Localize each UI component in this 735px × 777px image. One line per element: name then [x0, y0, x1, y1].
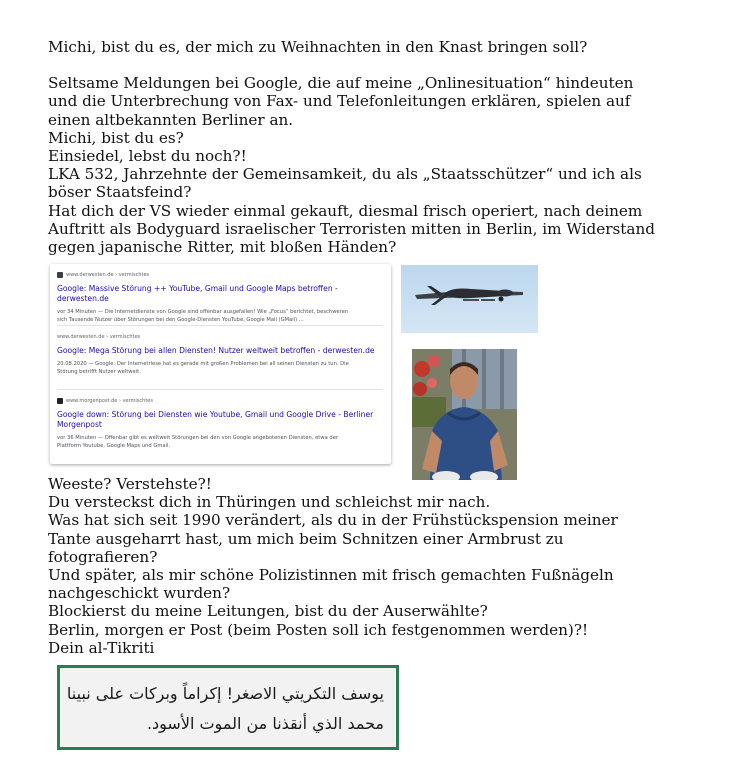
- signature-line: Dein al-Tikriti: [48, 638, 155, 657]
- text-line: Berlin, morgen er Post (beim Posten soll ich festgenommen werden)?!: [48, 620, 589, 639]
- site-favicon-icon: [57, 272, 63, 278]
- result-title-line: Morgenpost: [57, 420, 102, 429]
- text-line: böser Staatsfeind?: [48, 183, 192, 202]
- search-result: [57, 333, 383, 376]
- portrait-photo: [412, 349, 517, 480]
- text-line: fotografieren?: [48, 547, 158, 566]
- result-title-link[interactable]: Google: Mega Störung bei allen Diensten! Nutzer weltweit betroffen - derwesten.de: [57, 346, 375, 355]
- person-icon: [412, 349, 517, 480]
- text-line: Weeste? Verstehste?!: [48, 475, 212, 493]
- result-snippet-line: Störung betrifft Nutzer weltweit.: [57, 368, 141, 375]
- result-snippet-line: sich Tausende Nutzer über Störungen bei den Google-Diensten YouTube, Google Mail (GMail) ...: [57, 316, 304, 323]
- letter-top: [48, 38, 688, 256]
- text-line: Michi, bist du es?: [48, 128, 184, 147]
- text-line: einen altbekannten Berliner an.: [48, 110, 294, 129]
- divider: [57, 325, 383, 326]
- result-snippet: [57, 309, 383, 324]
- result-source: www.morgenpost.de › vermischtes: [66, 397, 153, 404]
- text-line: gegen japanische Ritter, mit bloßen Händen?: [48, 238, 397, 257]
- text-line: und die Unterbrechung von Fax- und Telefonleitungen erklären, spielen auf: [48, 92, 631, 111]
- result-source: www.derwesten.de › vermischtes: [66, 271, 150, 278]
- result-snippet: [57, 435, 383, 450]
- search-results-screenshot: [50, 264, 391, 464]
- arabic-line: يوسف التكريتي الاصغر! إكراماً وبركات على نبينا: [66, 684, 384, 703]
- result-title-line: Google down: Störung bei Diensten wie Youtube, Gmail und Google Drive - Berliner: [57, 410, 374, 419]
- search-result: [57, 271, 383, 324]
- result-snippet-line: vor 34 Minuten — Die Internetdienste von Google sind offenbar ausgefallen! Wie „Focus“ berichtet, beschweren: [57, 309, 349, 315]
- text-line: Was hat sich seit 1990 verändert, als du in der Frühstückspension meiner: [48, 511, 618, 530]
- text-line: Du versteckst dich in Thüringen und schleichst mir nach.: [48, 493, 491, 512]
- text-line: LKA 532, Jahrzehnte der Gemeinsamkeit, du als „Staatsschützer“ und ich als: [48, 165, 642, 184]
- result-title-link[interactable]: [57, 410, 383, 430]
- text-line: Blockierst du meine Leitungen, bist du der Auserwählte?: [48, 602, 488, 621]
- result-source: www.derwesten.de › vermischtes: [57, 333, 141, 340]
- text-line: Auftritt als Bodyguard israelischer Terroristen mitten in Berlin, im Widerstand: [48, 219, 655, 238]
- site-favicon-icon: [57, 398, 63, 404]
- result-snippet-line: vor 36 Minuten — Offenbar gibt es weltweit Störungen bei den von Google angebotenen Diensten, etwa der: [57, 435, 339, 441]
- drone-photo: [401, 265, 538, 333]
- arabic-line: محمد الذي أنقذنا من الموت الأسود.: [146, 714, 384, 733]
- drone-icon: [401, 265, 538, 333]
- divider: [57, 389, 383, 390]
- arabic-quote-box: [57, 665, 399, 750]
- text-line: Einsiedel, lebst du noch?!: [48, 147, 247, 166]
- result-snippet-line: 20.08.2020 — Google: Der Internetriese hat es gerade mit großen Problemen bei all seinen Diensten zu tun. Die: [57, 361, 349, 367]
- result-snippet-line: Plattform Youtube, Google Maps und Gmail.: [57, 442, 171, 449]
- result-title-link[interactable]: Google: Massive Störung ++ YouTube, Gmail und Google Maps betroffen - derwesten.de: [57, 284, 338, 303]
- text-line: Und später, als mir schöne Polizistinnen mit frisch gemachten Fußnägeln: [48, 566, 614, 585]
- text-line: nachgeschickt wurden?: [48, 584, 231, 603]
- result-snippet: [57, 361, 383, 376]
- text-line: Tante ausgeharrt hast, um mich beim Schnitzen einer Armbrust zu: [48, 529, 564, 548]
- letter-bottom: [48, 475, 688, 657]
- text-line: Hat dich der VS wieder einmal gekauft, diesmal frisch operiert, nach deinem: [48, 201, 643, 220]
- search-result: [57, 397, 383, 450]
- intro-line: Michi, bist du es, der mich zu Weihnachten in den Knast bringen soll?: [48, 38, 588, 56]
- text-line: Seltsame Meldungen bei Google, die auf meine „Onlinesituation“ hindeuten: [48, 74, 634, 93]
